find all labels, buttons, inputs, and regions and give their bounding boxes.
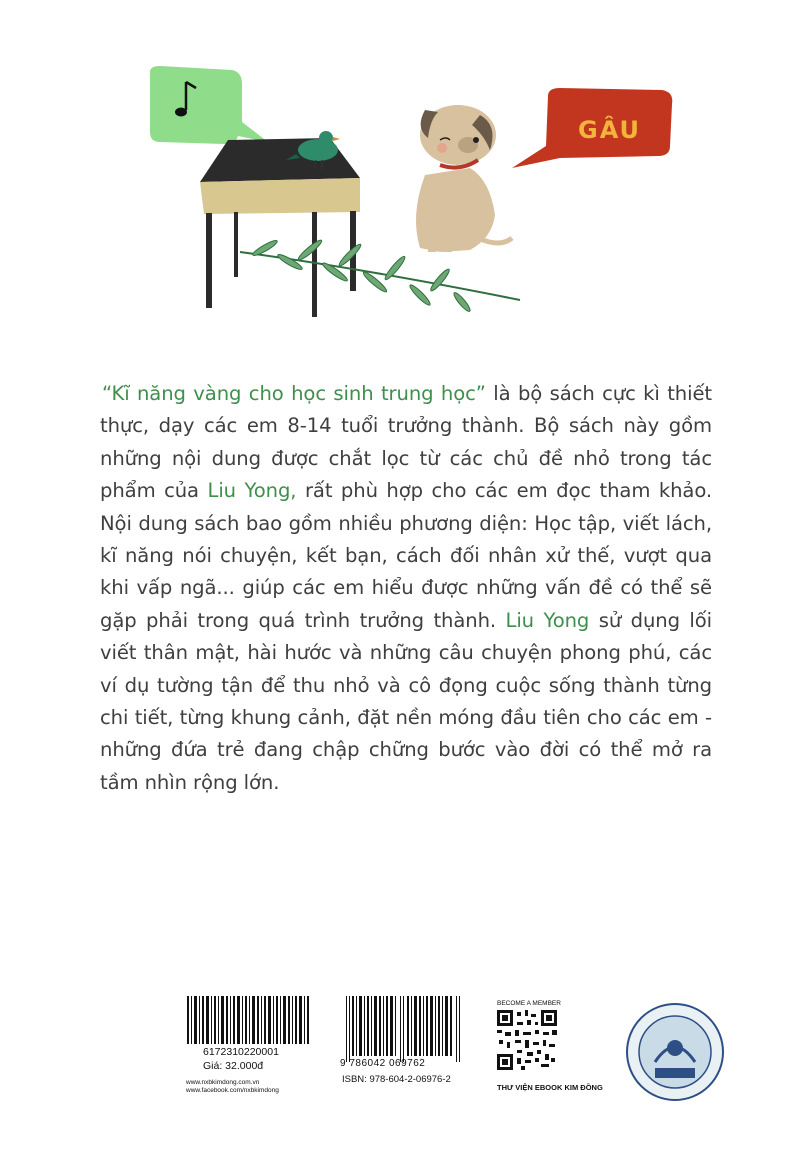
cover-illustration — [0, 0, 800, 340]
table-illustration — [200, 138, 360, 317]
barcode-number: 6172310220001 — [203, 1046, 279, 1058]
price-label: Giá: 32.000đ — [203, 1060, 264, 1072]
publisher-logo — [625, 1002, 725, 1102]
qr-code[interactable] — [497, 1010, 557, 1070]
price-barcode — [185, 996, 311, 1092]
dog-illustration — [416, 105, 512, 252]
publisher-website: www.nxbkimdong.com.vn — [186, 1079, 260, 1086]
author-name-2: Liu Yong — [505, 608, 590, 632]
isbn-barcode — [340, 996, 468, 1092]
back-cover-blurb — [100, 378, 712, 799]
bark-text: GÂU — [578, 116, 642, 144]
publisher-facebook: www.facebook.com/nxbkimdong — [186, 1087, 279, 1094]
author-name-1: Liu Yong, — [207, 479, 297, 503]
isbn-digits: 9 786042 069762 — [340, 1058, 426, 1069]
bird-speech-bubble — [150, 66, 268, 144]
blurb-text-part1: là bộ sách cực kì thiết thực, dạy các em 8-14 tuổi trưởng thành. Bộ sách này gồm những nội dung được chắt lọc từ các chủ đề nhỏ trong tác phẩm của — [100, 382, 712, 503]
ebook-library-label: THƯ VIỆN EBOOK KIM ĐỒNG — [497, 1083, 603, 1092]
become-member-label: BECOME A MEMBER — [497, 1000, 561, 1007]
series-title-quote: “Kĩ năng vàng cho học sinh trung học” — [102, 382, 486, 405]
isbn-barcode-bars — [340, 996, 468, 1064]
isbn-label: ISBN: 978-604-2-06976-2 — [342, 1074, 451, 1085]
barcode-bars — [185, 996, 311, 1046]
branch-illustration — [240, 238, 520, 313]
blurb-text-part3: sử dụng lối viết thân mật, hài hước và những câu chuyện phong phú, các ví dụ tường tận để thu nhỏ và cô đọng cuộc sống thành từng chi tiết, từng khung cảnh, đặt nền móng đầu tiên cho các em - những đứa trẻ đang chập chững bước vào đời có thể mở ra tầm nhìn rộng lớn. — [100, 608, 712, 794]
blurb-text-part2: rất phù hợp cho các em đọc tham khảo. Nội dung sách bao gồm nhiều phương diện: Học tập, viết lách, kĩ năng nói chuyện, kết bạn, cách đối nhân xử thế, vượt qua khi vấp ngã... giúp các em hiểu được những vấn đề có thể sẽ gặp phải trong quá trình trưởng thành. — [100, 479, 712, 632]
